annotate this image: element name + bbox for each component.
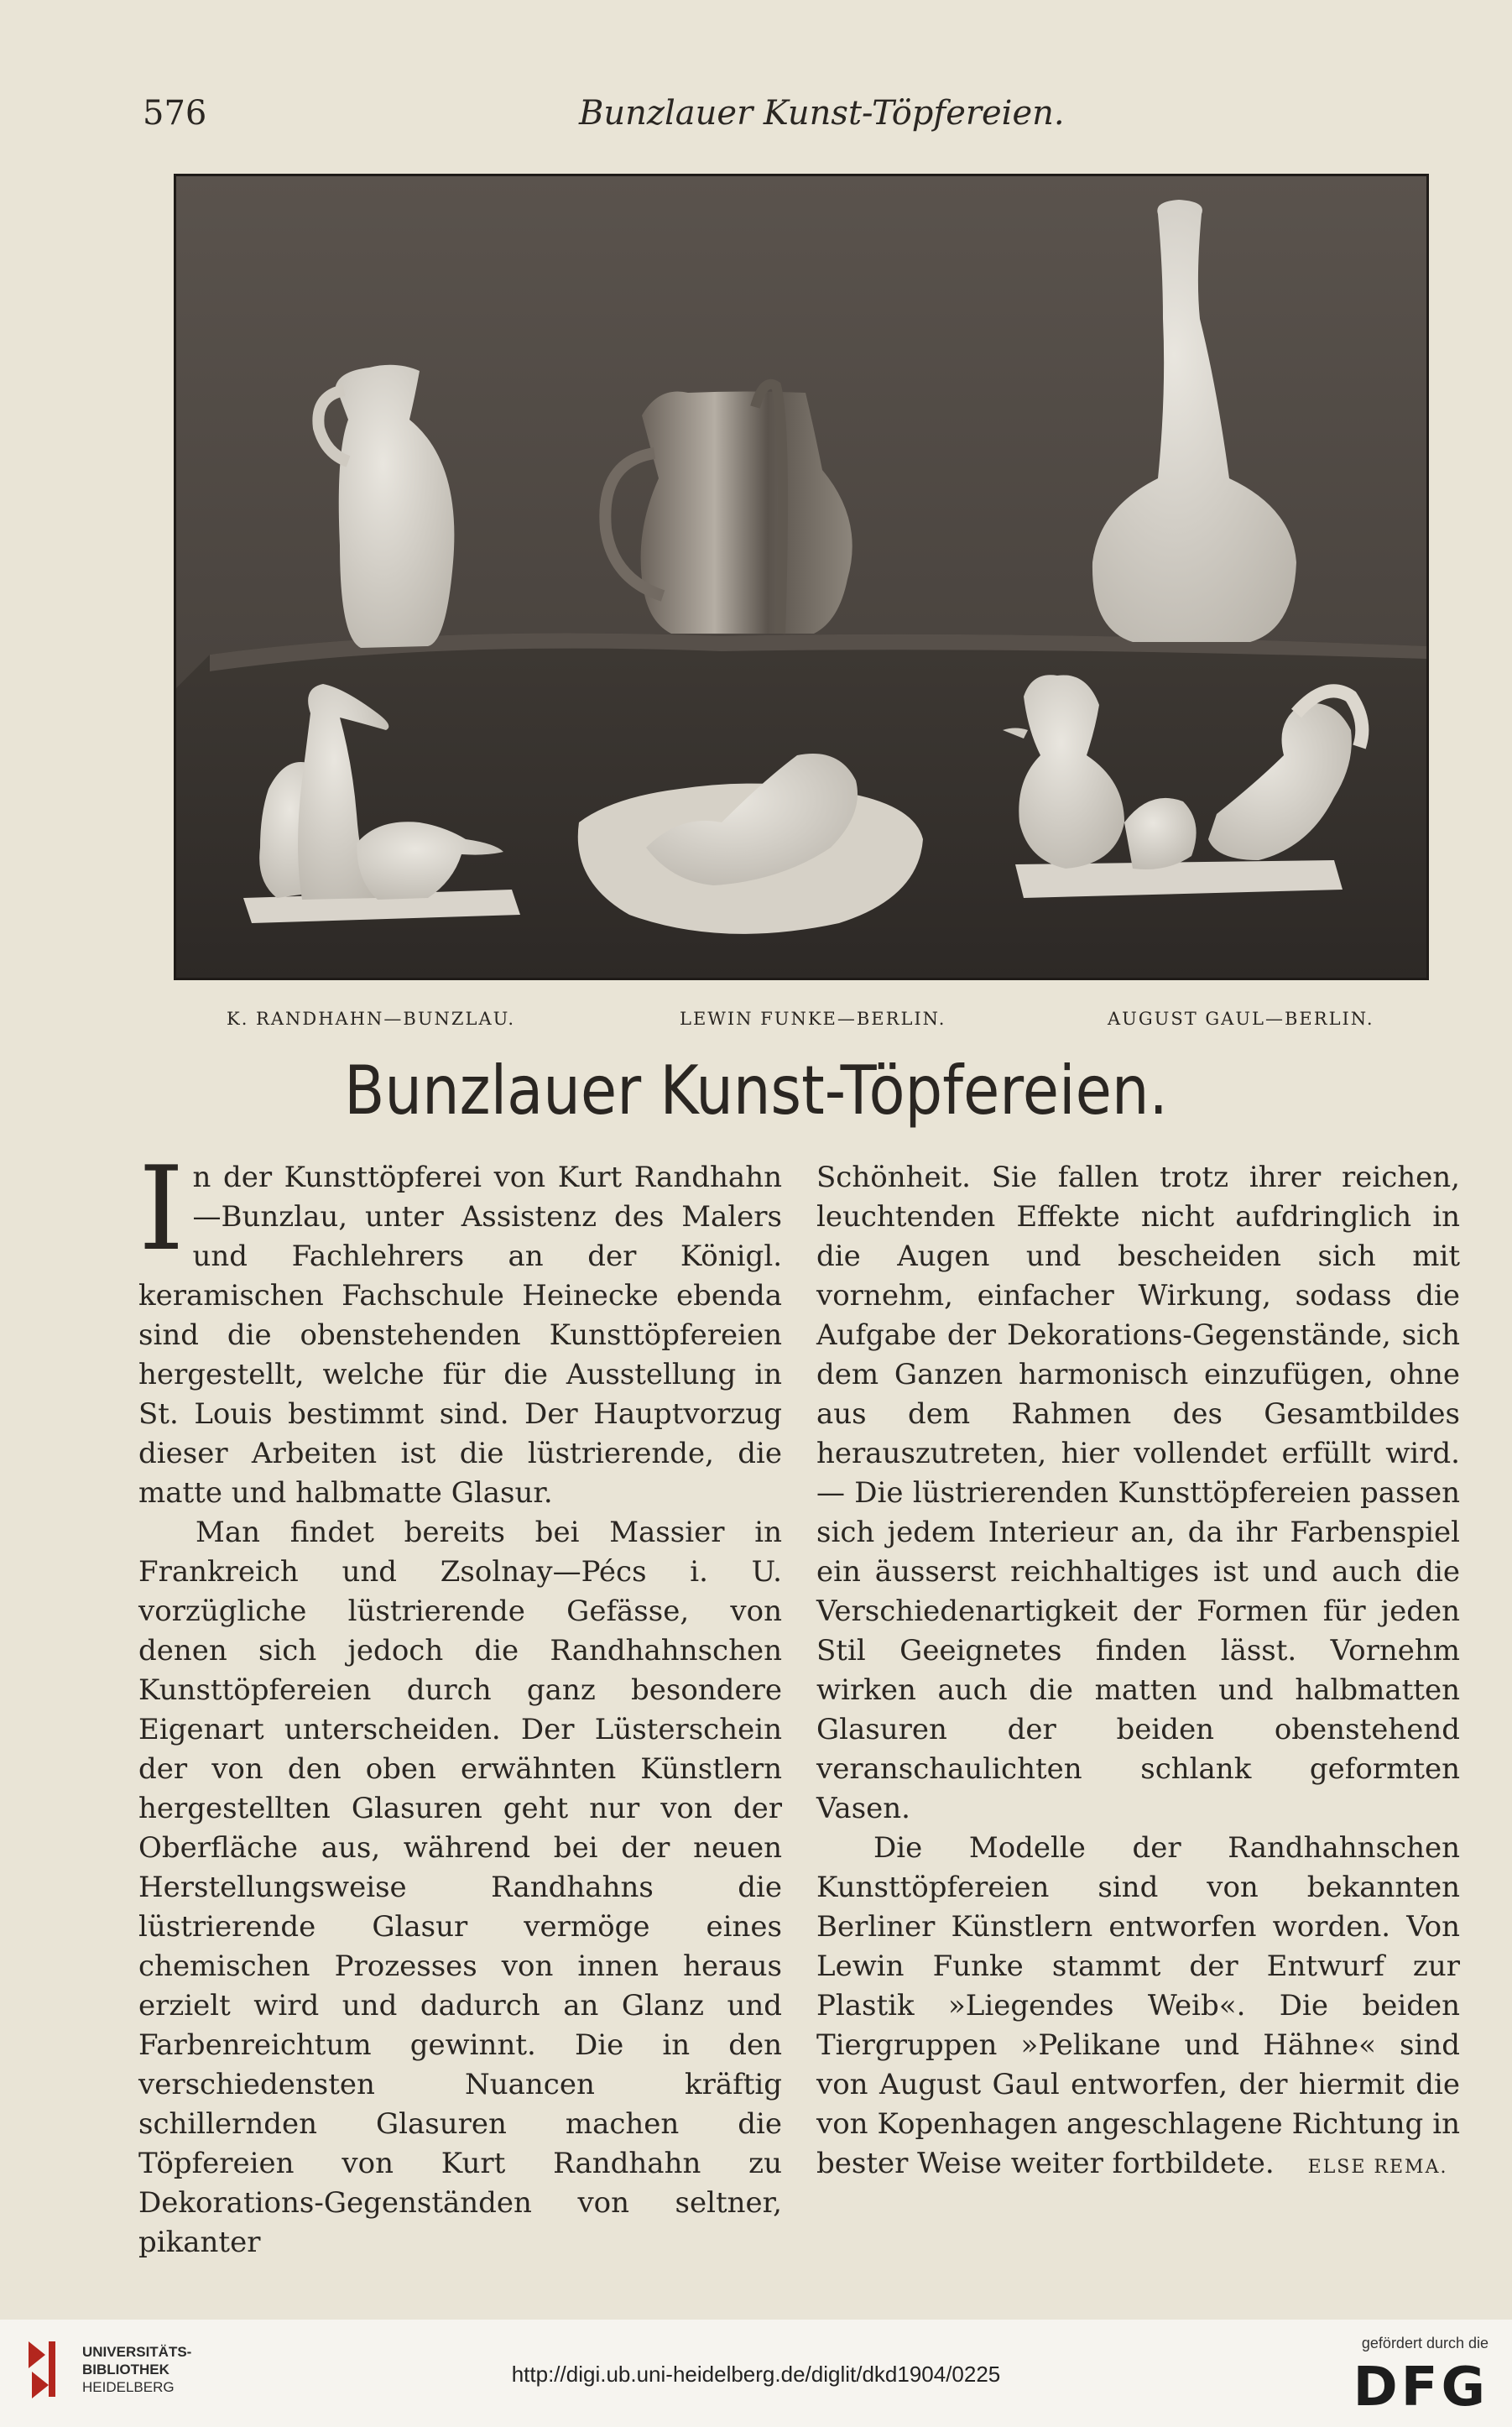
digitization-footer [0, 2320, 1512, 2427]
right-column [816, 1158, 1460, 2187]
paragraph [138, 1141, 782, 1513]
drop-cap: I [138, 1141, 185, 1276]
article-title: Bunzlauer Kunst-Töpfereien. [344, 1052, 1168, 1130]
funded-by-text: gefördert durch die [1361, 2335, 1489, 2351]
running-title: Bunzlauer Kunst-Töpfereien. [579, 94, 1065, 133]
paragraph-text: Die Modelle der Randhahnschen Kunsttöpfereien sind von bekannten Berliner Künstlern entworfen worden. Von Lewin Funke stammt der Entwurf zur Plastik »Liegendes Weib«. Die beiden Tiergruppen »Pelikane und Hähne« sind von August Gaul entworfen, der hiermit die von Kopenhagen angeschlagene Richtung in bester Weise weiter fortbildete. [816, 1831, 1460, 2180]
dfg-logo: DFG [1353, 2357, 1489, 2419]
photo-captions [176, 1009, 1426, 1042]
permalink-url[interactable]: http://digi.ub.uni-heidelberg.de/diglit/dkd1904/0225 [511, 2362, 1001, 2387]
pottery-photograph [174, 174, 1429, 980]
university-line: UNIVERSITÄTS- [82, 2344, 192, 2360]
author-signature: ELSE REMA. [1307, 2157, 1448, 2178]
university-line: HEIDELBERG [82, 2379, 175, 2395]
caption-funke: LEWIN FUNKE—BERLIN. [680, 1009, 946, 1029]
paragraph: Schönheit. Sie fallen trotz ihrer reichen, leuchtenden Effekte nicht aufdringlich in die Augen und bescheiden sich mit vornehm, einfacher Wirkung, sodass die Aufgabe der Dekorations-Gegenstände, sich dem Ganzen harmonisch einzufügen, ohne aus dem Rahmen des Gesamtbildes herauszutreten, hier vollendet erfüllt wird. — Die lüstrierenden Kunsttöpfereien passen sich jedem Interieur an, da ihr Farbenspiel ein äusserst reichhaltiges ist und auch die Verschiedenartigkeit der Formen für jeden Stil Geeignetes finden lässt. Vornehm wirken auch die matten und halbmatten Glasuren der beiden obenstehend veranschaulichten schlank geformten Vasen. [816, 1161, 1460, 1825]
paragraph [816, 1829, 1460, 2187]
page-number: 576 [143, 94, 207, 133]
caption-gaul: AUGUST GAUL—BERLIN. [1108, 1009, 1374, 1029]
paragraph-text: n der Kunsttöpferei von Kurt Randhahn —Bunzlau, unter Assistenz des Malers und Fachlehrers an der Königl. keramischen Fachschule Heinecke ebenda sind die obenstehenden Kunsttöpfereien hergestellt, welche für die Ausstellung in St. Louis bestimmt sind. Der Hauptvorzug dieser Arbeiten ist die lüstrierende, die matte und halbmatte Glasur. [138, 1161, 782, 1510]
left-column [138, 1141, 782, 2263]
university-line: BIBLIOTHEK [82, 2362, 169, 2377]
paragraph: Man findet bereits bei Massier in Frankreich und Zsolnay—Pécs i. U. vorzügliche lüstrierende Gefässe, von denen sich jedoch die Randhahnschen Kunsttöpfereien durch ganz besondere Eigenart unterscheiden. Der Lüsterschein der von den oben erwähnten Künstlern hergestellten Glasuren geht nur von der Oberfläche aus, während bei der neuen Herstellungsweise Randhahns die lüstrierende Glasur vermöge eines chemischen Prozesses von innen heraus erzielt wird und dadurch an Glanz und Farbenreichtum gewinnt. Die in den verschiedensten Nuancen kräftig schillernden Glasuren machen die Töpfereien von Kurt Randhahn zu Dekorations-Gegenständen von seltner, pikanter [138, 1516, 782, 2259]
caption-randhahn: K. RANDHAHN—BUNZLAU. [227, 1009, 516, 1029]
